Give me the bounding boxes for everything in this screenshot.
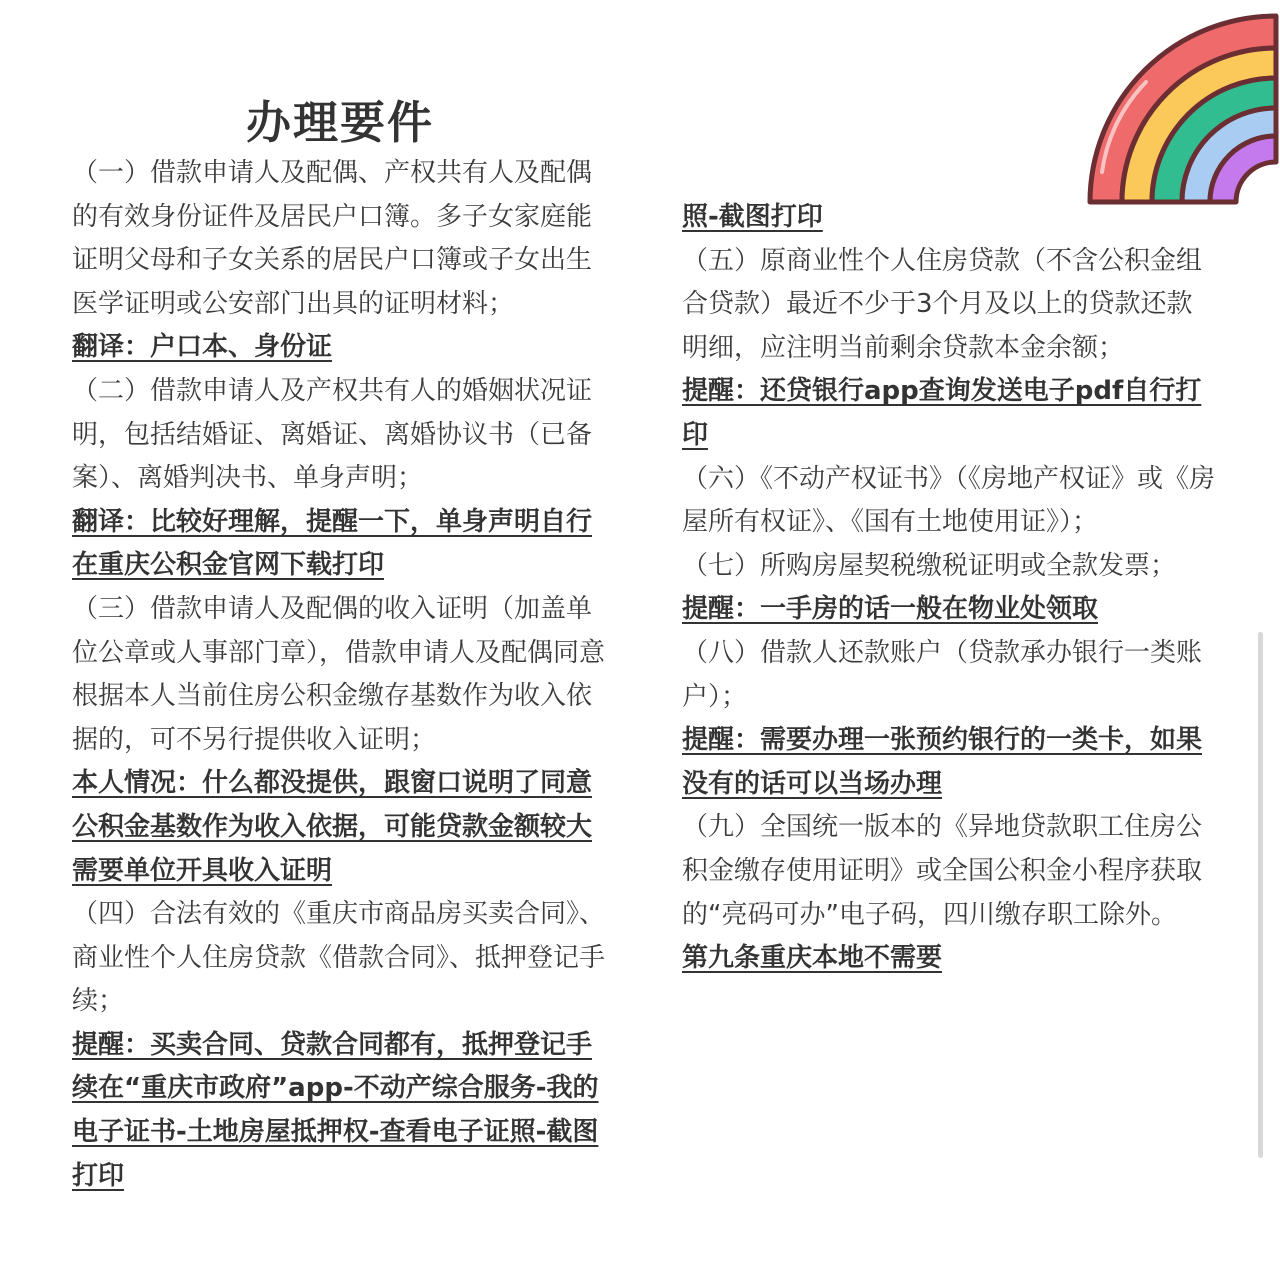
requirement-4-note: 提醒：买卖合同、贷款合同都有，抵押登记手续在“重庆市政府”app-不动产综合服务-我的电子证书-土地房屋抵押权-查看电子证照-截图打印 <box>72 1029 599 1191</box>
left-column <box>72 152 610 1191</box>
requirement-2-text: （二）借款申请人及产权共有人的婚姻状况证明，包括结婚证、离婚证、离婚协议书（已备案）、离婚判决书、单身声明； <box>72 375 593 494</box>
requirement-3-note: 本人情况：什么都没提供，跟窗口说明了同意公积金基数作为收入依据，可能贷款金额较大需要单位开具收入证明 <box>72 768 593 886</box>
requirement-6-text: （六）《不动产权证书》（《房地产权证》或《房屋所有权证》、《国有土地使用证》）； <box>682 463 1216 538</box>
right-column <box>682 196 1217 981</box>
rainbow-icon <box>1086 12 1280 206</box>
requirement-2-note: 翻译：比较好理解，提醒一下，单身声明自行在重庆公积金官网下载打印 <box>72 506 593 581</box>
requirement-1-text: （一）借款申请人及配偶、产权共有人及配偶的有效身份证件及居民户口簿。多子女家庭能证明父母和子女关系的居民户口簿或子女出生医学证明或公安部门出具的证明材料； <box>72 158 593 319</box>
page-title: 办理要件 <box>246 96 435 149</box>
requirement-1-note: 翻译：户口本、身份证 <box>72 332 333 363</box>
requirement-5-note: 提醒：还贷银行app查询发送电子pdf自行打印 <box>682 376 1202 450</box>
requirement-3-text: （三）借款申请人及配偶的收入证明（加盖单位公章或人事部门章），借款申请人及配偶同意根据本人当前住房公积金缴存基数作为收入依据的，可不另行提供收入证明； <box>72 593 606 755</box>
requirement-7-text: （七）所购房屋契税缴税证明或全款发票； <box>682 550 1177 581</box>
requirement-4-text: （四）合法有效的《重庆市商品房买卖合同》、商业性个人住房贷款《借款合同》、抵押登记手续； <box>72 899 606 1017</box>
scrollbar[interactable] <box>1258 632 1263 1158</box>
continuation-note: 照-截图打印 <box>682 202 823 232</box>
requirement-9-note: 第九条重庆本地不需要 <box>682 943 943 974</box>
requirement-8-text: （八）借款人还款账户（贷款承办银行一类账户）； <box>682 637 1203 712</box>
requirement-7-note: 提醒：一手房的话一般在物业处领取 <box>682 594 1099 625</box>
requirement-8-note: 提醒：需要办理一张预约银行的一类卡，如果没有的话可以当场办理 <box>682 725 1203 799</box>
requirement-9-text: （九）全国统一版本的《异地贷款职工住房公积金缴存使用证明》或全国公积金小程序获取的“亮码可办”电子码，四川缴存职工除外。 <box>682 812 1203 930</box>
requirement-5-text: （五）原商业性个人住房贷款（不含公积金组合贷款）最近不少于3个月及以上的贷款还款明细，应注明当前剩余贷款本金余额； <box>682 245 1203 363</box>
